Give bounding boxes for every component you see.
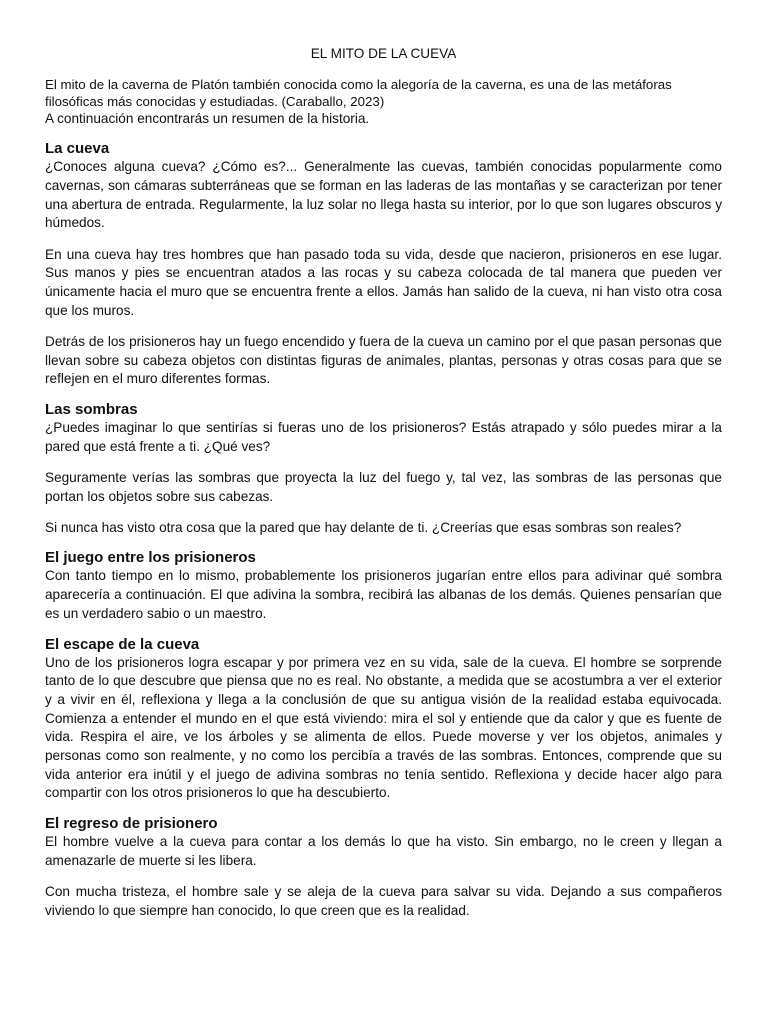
- section-heading: El regreso de prisionero: [45, 815, 218, 833]
- section-paragraph: Seguramente verías las sombras que proyecta la luz del fuego y, tal vez, las sombras de las personas que portan los objetos sobre sus cabezas.: [45, 469, 722, 504]
- section-paragraph: ¿Conoces alguna cueva? ¿Cómo es?... Generalmente las cuevas, también conocidas popularmente como cavernas, son cámaras subterráneas que se forman en las laderas de las montañas y se caracterizan por tener una abertura de entrada. Regularmente, la luz solar no llega hasta su interior, por lo que son lugares obscuros y húmedos.: [45, 159, 722, 231]
- section-heading: El escape de la cueva: [45, 635, 200, 653]
- section-paragraph: Con mucha tristeza, el hombre sale y se aleja de la cueva para salvar su vida. Dejando a sus compañeros viviendo lo que siempre han conocido, lo que creen que es la realidad.: [45, 884, 722, 918]
- section-paragraph: Detrás de los prisioneros hay un fuego encendido y fuera de la cueva un camino por el que pasan personas que llevan sobre su cabeza objetos con distintas figuras de animales, plantas, personas y otras cosas para que se reflejen en el muro diferentes formas.: [45, 333, 722, 387]
- section-heading: La cueva: [45, 140, 110, 158]
- intro-continuation: A continuación encontrarás un resumen de la historia.: [45, 111, 370, 127]
- intro-citation-paragraph: El mito de la caverna de Platón también conocida como la alegoría de la caverna, es una de las metáforas filosóficas más conocidas y estudiadas. (Caraballo, 2023): [45, 77, 672, 109]
- section: [45, 401, 722, 538]
- section: [45, 815, 722, 920]
- section-paragraph: El hombre vuelve a la cueva para contar a los demás lo que ha visto. Sin embargo, no le creen y llegan a amenazarle de muerte si les libera.: [45, 834, 722, 868]
- document-page: [45, 44, 722, 920]
- section-paragraph: ¿Puedes imaginar lo que sentirías si fueras uno de los prisioneros? Estás atrapado y sólo puedes mirar a la pared que está frente a ti. ¿Qué ves?: [45, 419, 722, 454]
- section: [45, 549, 722, 623]
- section-paragraph: Uno de los prisioneros logra escapar y por primera vez en su vida, sale de la cueva. El hombre se sorprende tanto de lo que descubre que piensa que no es real. No obstante, a medida que se acostumbra a ver el exterior y a vivir en él, reflexiona y llega a la conclusión de que su antigua visión de la realidad estaba equivocada. Comienza a entender el mundo en el que está viviendo: mira el sol y entiende que da calor y que es fuente de vida. Respira el aire, ve los árboles y se alimenta de ellos. Puede moverse y ver los objetos, animales y personas como son realmente, y no como los percibía a través de las sombras. Entonces, comprende que su vida anterior era inútil y el juego de adivina sombras no tenía sentido. Reflexiona y decide hacer algo para compartir con los otros prisioneros lo que ha descubierto.: [45, 654, 722, 801]
- section: [45, 140, 722, 389]
- document-title: EL MITO DE LA CUEVA: [310, 46, 457, 61]
- section-heading: El juego entre los prisioneros: [45, 549, 256, 567]
- section-paragraph: Si nunca has visto otra cosa que la pared que hay delante de ti. ¿Creerías que esas sombras son reales?: [45, 519, 682, 535]
- document-sections: [45, 140, 722, 920]
- section-paragraph: Con tanto tiempo en lo mismo, probablemente los prisioneros jugarían entre ellos para adivinar qué sombra aparecería a continuación. El que adivina la sombra, recibirá las albanas de los demás. Quienes pensarían que es un verdadero sabio o un maestro.: [45, 568, 722, 621]
- section: [45, 636, 722, 804]
- section-paragraph: En una cueva hay tres hombres que han pasado toda su vida, desde que nacieron, prisioneros en ese lugar. Sus manos y pies se encuentran atados a las rocas y su cabeza colocada de tal manera que pueden ver únicamente hacia el muro que se encuentra frente a ellos. Jamás han salido de la cueva, ni han visto otra cosa que los muros.: [45, 246, 722, 318]
- section-heading: Las sombras: [45, 400, 138, 418]
